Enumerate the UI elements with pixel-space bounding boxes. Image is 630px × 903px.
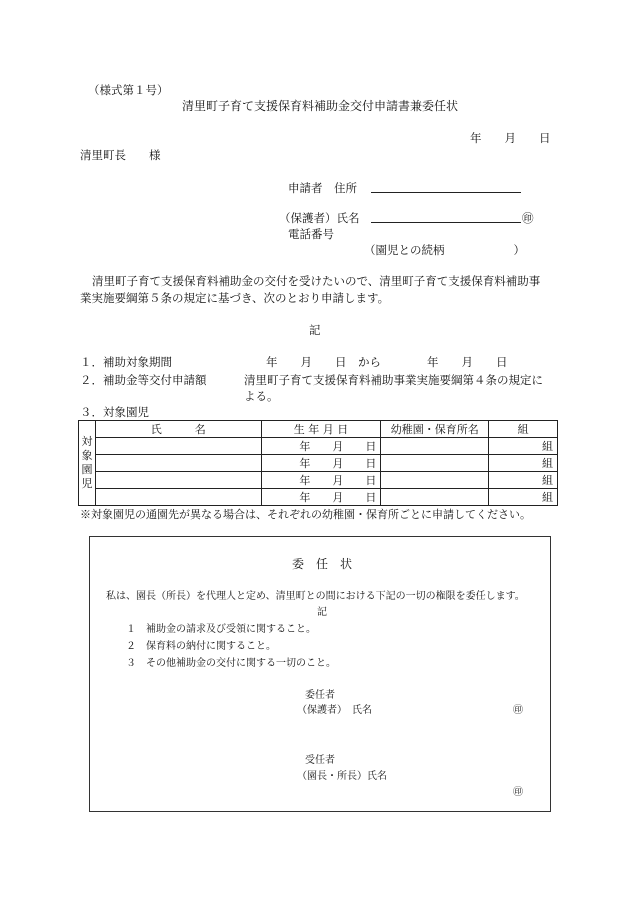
delegate-seal: ㊞ <box>513 787 523 798</box>
date-line: 年 月 日 <box>470 131 551 145</box>
table-row <box>79 489 558 506</box>
class-cell[interactable]: 組 <box>489 472 558 489</box>
delegate-sub: （園長・所長）氏名 <box>297 771 387 782</box>
address-field-line[interactable] <box>371 192 521 193</box>
child-name-cell[interactable] <box>95 455 261 472</box>
applicant-name-label: （保護者）氏名 <box>279 211 360 225</box>
table-row <box>79 438 558 455</box>
delegator-sub: （保護者） 氏名 <box>297 705 372 716</box>
school-cell[interactable] <box>381 455 489 472</box>
page-title: 清里町子育て支援保育料補助金交付申請書兼委任状 <box>182 99 459 113</box>
ki-heading: 記 <box>309 323 321 337</box>
table-row <box>79 472 558 489</box>
item-3-label: ３．対象園児 <box>80 405 149 419</box>
class-cell[interactable]: 組 <box>489 438 558 455</box>
school-cell[interactable] <box>381 489 489 506</box>
seal-mark: ㊞ <box>522 211 534 225</box>
school-cell[interactable] <box>381 472 489 489</box>
table-header-row <box>79 421 558 438</box>
class-cell[interactable]: 組 <box>489 489 558 506</box>
header-school: 幼稚園・保育所名 <box>381 421 489 438</box>
proxy-ki: 記 <box>317 607 327 618</box>
header-class: 組 <box>489 421 558 438</box>
phone-label: 電話番号 <box>288 227 334 241</box>
form-number: （様式第１号） <box>88 83 169 97</box>
note-text: ※対象園児の通園先が異なる場合は、それぞれの幼稚園・保育所ごとに申請してください。 <box>80 508 531 521</box>
birthdate-cell[interactable]: 年 月 日 <box>261 472 381 489</box>
proxy-text: 私は、園長（所長）を代理人と定め、清里町との間における下記の一切の権限を委任します。 <box>106 591 525 602</box>
table-row <box>79 455 558 472</box>
item-1-label: １．補助対象期間 <box>80 355 172 369</box>
delegator-seal: ㊞ <box>513 705 523 716</box>
child-name-cell[interactable] <box>95 472 261 489</box>
header-name: 氏 名 <box>95 421 261 438</box>
child-name-cell[interactable] <box>95 438 261 455</box>
birthdate-cell[interactable]: 年 月 日 <box>261 438 381 455</box>
item-2-value: 清里町子育て支援保育料補助事業実施要綱第４条の規定に <box>244 373 543 387</box>
proxy-list-item: １ 補助金の請求及び受領に関すること。 <box>126 624 316 635</box>
proxy-list-item: ２ 保育料の納付に関すること。 <box>126 641 276 652</box>
body-line-1: 清里町子育て支援保育料補助金の交付を受けたいので、清里町子育て支援保育料補助事 <box>92 274 541 288</box>
class-cell[interactable]: 組 <box>489 455 558 472</box>
school-cell[interactable] <box>381 438 489 455</box>
children-table <box>78 420 558 506</box>
birthdate-cell[interactable]: 年 月 日 <box>261 489 381 506</box>
header-birthdate: 生 年 月 日 <box>261 421 381 438</box>
applicant-address-label: 申請者 住所 <box>288 181 357 195</box>
body-line-2: 業実施要綱第５条の規定に基づき、次のとおり申請します。 <box>80 291 390 305</box>
proxy-title: 委 任 状 <box>292 557 353 571</box>
item-2-label: ２．補助金等交付申請額 <box>80 373 207 387</box>
addressee: 清里町長 様 <box>80 148 161 162</box>
name-field-line[interactable] <box>371 222 521 223</box>
child-name-cell[interactable] <box>95 489 261 506</box>
item-2-value-cont: よる。 <box>244 389 279 403</box>
delegator-label: 委任者 <box>305 690 335 701</box>
proxy-list-item: ３ その他補助金の交付に関する一切のこと。 <box>126 658 336 669</box>
delegate-label: 受任者 <box>305 755 335 766</box>
relation-field: （園児との続柄 ） <box>364 243 525 257</box>
side-label: 対 象 園 児 <box>79 421 96 506</box>
item-1-value: 年 月 日 から 年 月 日 <box>266 355 508 369</box>
birthdate-cell[interactable]: 年 月 日 <box>261 455 381 472</box>
